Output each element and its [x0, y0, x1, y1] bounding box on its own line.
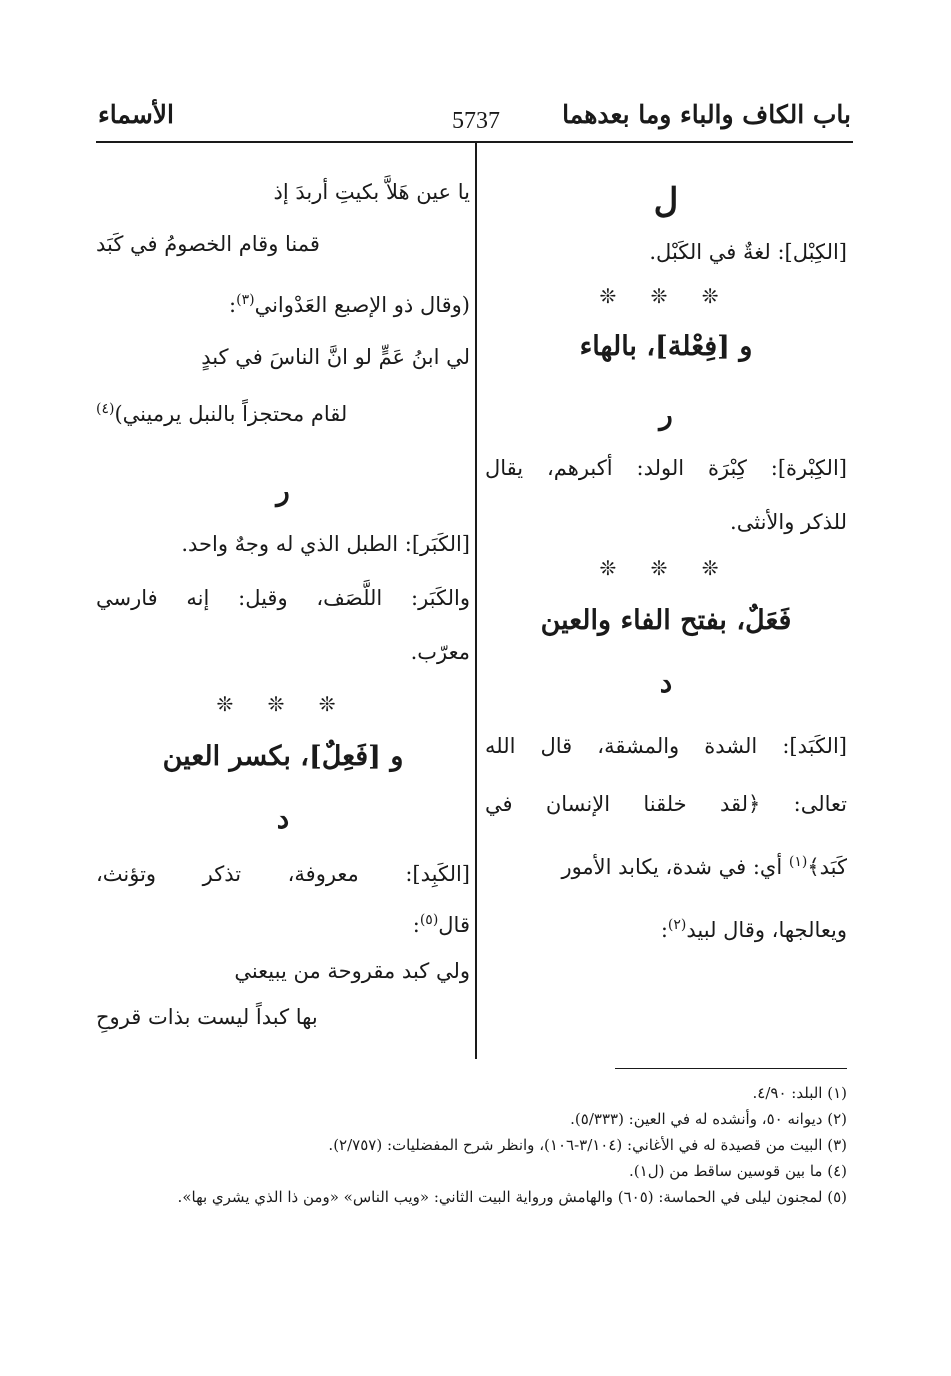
- column-divider: [475, 141, 477, 1059]
- footnote-3: (٣) البيت من قصيدة له في الأغاني: (٣/١٠٤-١٠٦)، وانظر شرح المفضليات: (٢/٧٥٧).: [328, 1136, 847, 1154]
- intro-dhul-isba: (وقال ذو الإصبع العَدْواني$^{(٣)}$:: [229, 292, 470, 317]
- entry-kibra-line2: للذكر والأنثى.: [730, 510, 847, 534]
- entry-kabad-line1: [الكَبَد]: الشدة والمشقة، قال الله: [485, 734, 847, 758]
- entry-kabad-line2: تعالى: ﴿لقد خلقنا الإنسان في: [485, 792, 847, 816]
- separator-stars: ❊ ❊ ❊: [599, 556, 733, 580]
- running-title-right: باب الكاف والباء وما بعدهما: [562, 100, 851, 129]
- footnote-rule: [615, 1068, 847, 1069]
- poem-dhul-isba-hemistich1: لي ابنُ عَمٍّ لو انَّ الناسَ في كبدٍ: [201, 345, 470, 369]
- running-title-left: الأسماء: [98, 100, 174, 129]
- footnote-2: (٢) ديوانه ٥٠، وأنشده له في العين: (٥/٣٣٣).: [570, 1110, 847, 1128]
- page-number: 5737: [452, 108, 500, 134]
- section-letter-dal: د: [659, 666, 673, 699]
- entry-kabad-line4: ويعالجها، وقال لبيد$^{(٢)}$:: [660, 917, 847, 942]
- section-letter-lam: ل: [653, 181, 679, 221]
- section-letter-ra: ر: [659, 398, 673, 431]
- heading-fail: و [فَعِلٌ]، بكسر العين: [162, 741, 404, 772]
- heading-fila: و [فِعْلة]، بالهاء: [579, 331, 753, 362]
- entry-kibl: [الكِبْل]: لغةٌ في الكَبْل.: [649, 240, 847, 264]
- left-column: [96, 165, 470, 1032]
- entry-kabid-line2: قال$^{(٥)}$:: [412, 912, 470, 937]
- footnote-ref-3: (٣): [236, 292, 255, 308]
- heading-faal: فَعَلٌ، بفتح الفاء والعين: [540, 605, 792, 636]
- entry-kabad-line3: كَبَد﴾$^{(١)}$ أي: في شدة، يكابد الأمور: [561, 854, 847, 879]
- footnote-4: (٤) ما بين قوسين ساقط من (ل١).: [629, 1162, 847, 1180]
- footnote-ref-2: (٢): [667, 917, 687, 933]
- entry-kabar-line3: معرّب.: [410, 640, 470, 664]
- entry-kibra-line1: [الكِبْرة]: كِبْرَة الولد: أكبرهم، يقال: [485, 456, 847, 480]
- footnote-ref-1: (١): [788, 854, 808, 870]
- poem-dhul-isba-hemistich2: لقام محتجزاً بالنبل يرميني)$^{(٤)}$: [96, 401, 348, 426]
- footnotes: [87, 1080, 847, 1210]
- footnote-ref-4: (٤): [96, 401, 115, 417]
- poem-labid-hemistich1: يا عين هَلاَّ بكيتِ أربدَ إذ: [273, 180, 470, 204]
- separator-stars: ❊ ❊ ❊: [599, 284, 733, 308]
- entry-kabid-line1: [الكَبِد]: معروفة، تذكر وتؤنث،: [96, 862, 470, 886]
- entry-kabar-line1: [الكَبَر]: الطبل الذي له وجهٌ واحد.: [181, 532, 470, 556]
- section-letter-dal: د: [276, 802, 290, 835]
- footnote-5: (٥) لمجنون ليلى في الحماسة: (٦٠٥) والهامش ورواية البيت الثاني: «ويب الناس» «ومن ذا الذي يشري بها».: [177, 1188, 847, 1206]
- entry-kabar-line2: والكَبَر: اللَّصَف، وقيل: إنه فارسي: [96, 586, 470, 610]
- right-column: [485, 165, 847, 945]
- footnote-1: (١) البلد: ٤/٩٠.: [752, 1084, 847, 1102]
- poem-labid-hemistich2: قمنا وقام الخصومُ في كَبَد: [96, 232, 320, 256]
- footnote-ref-5: (٥): [419, 912, 439, 928]
- separator-stars: ❊ ❊ ❊: [216, 692, 350, 716]
- section-letter-ra: ر: [276, 474, 290, 507]
- poem-majnun-hemistich1: ولي كبد مقروحة من يبيعني: [234, 959, 470, 983]
- poem-majnun-hemistich2: بها كبداً ليست بذات قروحِ: [96, 1005, 318, 1029]
